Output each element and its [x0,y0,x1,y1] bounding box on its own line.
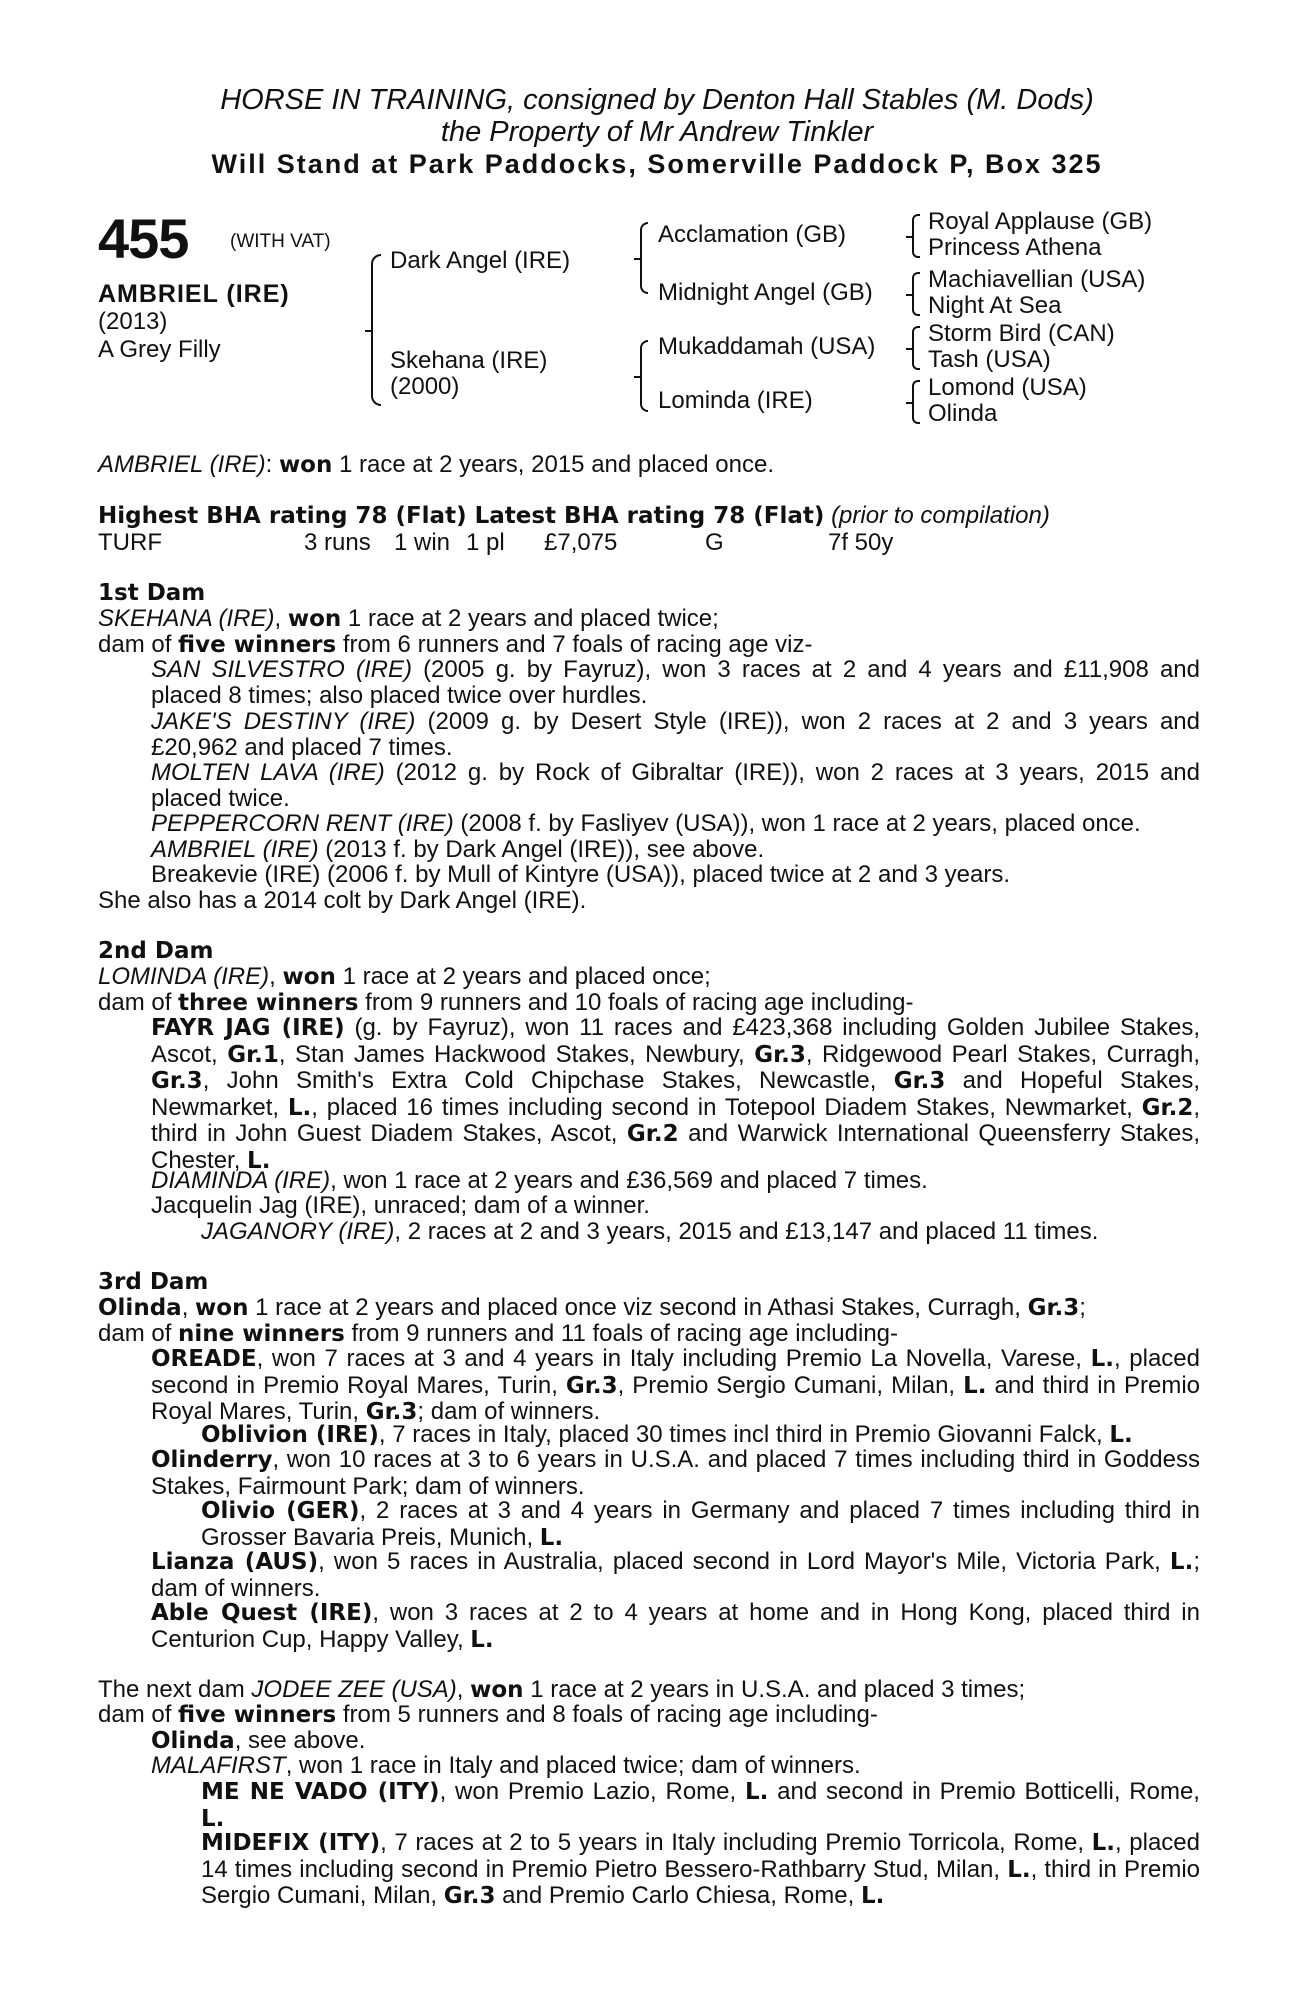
produce-entry [201,1779,1200,1832]
first-dam-summary-a: dam of [98,631,179,658]
third-dam-winners: nine winners [178,1321,345,1347]
produce-details: (2013 f. by Dark Angel (IRE)), see above. [318,836,765,863]
text-run: Gr.3 [1027,1295,1080,1321]
pedigree-g7: Lomond (USA) [928,374,1087,401]
text-run: ; [1079,1294,1086,1321]
summary-won: won [278,452,333,478]
produce-name: PEPPERCORN RENT (IRE) [151,810,454,837]
text-run: L. [470,1626,494,1653]
text-run: L. [1007,1856,1031,1883]
text-run: , won 1 race in Italy and placed twice; dam of winners. [285,1752,861,1779]
produce-entry [201,1830,1200,1910]
horse-year: (2013) [98,308,168,335]
next-dam-intro: The next dam JODEE ZEE (USA), won 1 race at 2 years in U.S.A. and placed 3 times; [98,1676,1026,1703]
text-run: L. [1091,1830,1116,1856]
produce-name: JAKE'S DESTINY (IRE) [151,708,416,735]
second-dam-intro: LOMINDA (IRE), won 1 race at 2 years and placed once; [98,963,711,990]
text-run: won [470,1677,524,1703]
second-dam-heading: 2nd Dam [98,938,214,964]
text-run: , 7 races at 2 to 5 years in Italy including Premio Torricola, Rome, [380,1829,1092,1856]
pedigree-sire: Dark Angel (IRE) [390,247,571,274]
text-run: , Stan James Hackwood Stakes, Newbury, [278,1040,755,1068]
next-dam-name: JODEE ZEE (USA) [251,1676,457,1703]
lot-vat: (WITH VAT) [230,231,331,252]
produce-entry [151,657,1200,708]
text-run: , placed 14 times including second in Premio Pietro Bessero-Rathbarry Stud, Milan, [201,1829,1200,1883]
turf-going: G [705,529,724,556]
produce-name: AMBRIEL (IRE) [151,836,319,863]
text-run: L. [287,1094,312,1121]
second-dam-intro-rest: 1 race at 2 years and placed once; [335,963,711,990]
text-run: won [195,1295,249,1321]
text-run: , Premio Sergio Cumani, Milan, [617,1371,964,1399]
text-run: ; dam of winners. [417,1398,601,1425]
first-dam-heading: 1st Dam [98,580,206,606]
text-run: 1 race at 2 years in U.S.A. and placed 3 times; [523,1676,1026,1703]
text-run: L. [1169,1549,1194,1575]
text-run: Gr.3 [893,1068,946,1094]
text-run: L. [1109,1422,1133,1448]
text-run: , third in John Guest Diadem Stakes, Ascot, [151,1093,1200,1147]
produce-details: (2005 g. by Fayruz), won 3 races at 2 and 4 years and £11,908 and placed 8 times; also placed twice over hurdles. [151,656,1200,709]
produce-name: Olinderry [151,1447,273,1473]
pedigree-g8: Olinda [928,400,998,427]
pedigree-g5: Storm Bird (CAN) [928,320,1115,347]
pedigree-sire-dam: Midnight Angel (GB) [658,279,873,306]
text-run: , won 7 races at 3 and 4 years in Italy including Premio La Novella, Varese, [256,1345,1091,1372]
produce-entry [151,1346,1200,1426]
text-run: ; dam of winners. [151,1548,1200,1602]
third-dam-intro: Olinda, won 1 race at 2 years and placed once viz second in Athasi Stakes, Curragh, Gr.3; [98,1294,1086,1321]
produce-entry [201,1498,1200,1551]
produce-name: SAN SILVESTRO (IRE) [151,656,412,683]
text-run: , Ridgewood Pearl Stakes, Curragh, [805,1040,1200,1068]
text-run: from 5 runners and 8 foals of racing age including- [336,1701,878,1728]
pedigree-brace-g56 [912,326,920,370]
produce-name: ME NE VADO (ITY) [201,1779,440,1805]
second-dam-summary [98,990,913,1017]
produce-entry [151,1728,365,1755]
first-dam-winners: five winners [178,632,337,658]
produce-name: MALAFIRST [151,1752,286,1779]
text-run: , John Smith's Extra Cold Chipchase Stakes, Newcastle, [202,1067,894,1094]
produce-name: MOLTEN LAVA (IRE) [151,759,385,786]
text-run: Gr.2 [626,1121,679,1147]
text-run: 1 race at 2 years and placed once viz second in Athasi Stakes, Curragh, [248,1294,1028,1321]
pedigree-dam-year: (2000) [390,373,460,400]
produce-name: Able Quest (IRE) [151,1600,373,1626]
produce-entry: Breakevie (IRE) (2006 f. by Mull of Kintyre (USA)), placed twice at 2 and 3 years. [151,861,1011,888]
header-location: Will Stand at Park Paddocks, Somerville Paddock P, Box 325 [211,149,1103,179]
pedigree-dam-sire: Mukaddamah (USA) [658,333,876,360]
turf-pl: 1 pl [466,529,505,556]
pedigree-brace-g12 [912,214,920,258]
first-dam-closing: She also has a 2014 colt by Dark Angel (IRE). [98,887,587,914]
next-dam-summary [98,1702,878,1729]
text-run: from 9 runners and 11 foals of racing age including- [344,1320,899,1347]
pedigree-g2: Princess Athena [928,234,1102,261]
second-dam-winners: three winners [178,990,359,1016]
pedigree-brace-g78 [912,380,920,424]
lot-number: 455 [98,207,189,270]
produce-entry [151,1015,1200,1174]
rating-line [98,503,1050,530]
turf-win: 1 win [394,529,451,556]
first-dam-name: SKEHANA (IRE) [98,605,275,632]
horse-name: AMBRIEL (IRE) [98,280,290,308]
text-run: L. [201,1805,225,1832]
pedigree-g3: Machiavellian (USA) [928,266,1146,293]
next-dam-winners: five winners [178,1702,337,1728]
text-run: Gr.2 [1141,1094,1194,1121]
first-dam-summary-c: from 6 runners and 7 foals of racing age viz- [336,631,813,658]
pedigree-brace-dam [640,340,648,412]
produce-details: (2009 g. by Desert Style (IRE)), won 2 races at 2 and 3 years and £20,962 and placed 7 times. [151,708,1200,761]
turf-distance: 7f 50y [828,529,894,556]
produce-name: OREADE [151,1346,257,1372]
text-run: , won 5 races in Australia, placed second in Lord Mayor's Mile, Victoria Park, [318,1548,1170,1575]
produce-details: (2012 g. by Rock of Gibraltar (IRE)), won 2 races at 3 years, 2015 and placed twice. [151,759,1201,812]
text-run: , placed second in Premio Royal Mares, Turin, [151,1345,1201,1399]
pedigree-brace-g34 [912,272,920,316]
text-run: , 7 races in Italy, placed 30 times incl third in Premio Giovanni Falck, [378,1421,1110,1448]
text-run: , third in Premio Sergio Cumani, Milan, [201,1855,1200,1909]
text-run: , see above. [234,1727,366,1754]
third-dam-name: Olinda [98,1295,182,1321]
first-dam-won: won [287,606,342,632]
produce-name: MIDEFIX (ITY) [201,1830,381,1856]
produce-entry [151,837,764,863]
summary-rest: 1 race at 2 years, 2015 and placed once. [332,451,775,478]
header-property: the Property of Mr Andrew Tinkler [440,116,874,148]
text-run: Gr.3 [754,1041,806,1068]
header-consignor: HORSE IN TRAINING, consigned by Denton Hall Stables (M. Dods) [220,84,1094,116]
pedigree-dam-dam: Lominda (IRE) [658,387,813,414]
text-run: Gr.3 [151,1068,203,1094]
turf-runs: 3 runs [304,529,371,556]
pedigree-dam: Skehana (IRE) [390,347,548,374]
text-run: L. [963,1372,987,1399]
first-dam-summary [98,632,812,659]
produce-entry [151,1549,1200,1601]
text-run: , placed 16 times including second in Totepool Diadem Stakes, Newmarket, [311,1093,1142,1121]
produce-name: Lianza (AUS) [151,1549,319,1575]
second-dam-won: won [282,964,336,990]
produce-name: FAYR JAG (IRE) [151,1015,345,1041]
produce-entry [151,1168,928,1194]
produce-entry [151,1753,861,1779]
text-run: L. [1090,1346,1114,1372]
text-run: and third in Premio Royal Mares, Turin, [151,1371,1200,1425]
first-dam-intro: SKEHANA (IRE), won 1 race at 2 years and placed twice; [98,605,719,632]
produce-entry [201,1219,1098,1245]
second-dam-name: LOMINDA (IRE) [98,963,270,990]
text-run: (g. by Fayruz), won 11 races and £423,368 including Golden Jubilee Stakes, Ascot, [151,1014,1200,1068]
produce-entry [151,760,1200,811]
pedigree-g1: Royal Applause (GB) [928,208,1153,235]
text-run: L. [744,1779,769,1805]
turf-label: TURF [98,529,162,556]
text-run: dam of [98,1320,179,1347]
produce-details: , 2 races at 2 and 3 years, 2015 and £13,147 and placed 11 times. [394,1218,1099,1245]
text-run: , won 3 races at 2 to 4 years at home and in Hong Kong, placed third in Centurion Cup, Happy Valley, [151,1599,1200,1653]
text-run: The next dam [98,1676,252,1703]
produce-name: Oblivion (IRE) [201,1422,379,1448]
text-run: and Hopeful Stakes, Newmarket, [151,1067,1200,1121]
produce-name: Olinda [151,1728,235,1754]
text-run: Gr.3 [443,1883,496,1909]
produce-entry [201,1422,1133,1449]
turf-prize: £7,075 [544,529,618,556]
text-run: L. [860,1883,885,1909]
text-run: and Premio Carlo Chiesa, Rome, [495,1882,861,1909]
rating-note: (prior to compilation) [831,502,1050,529]
pedigree-g4: Night At Sea [928,292,1062,319]
first-dam-intro-rest: 1 race at 2 years and placed twice; [341,605,719,632]
produce-entry [151,811,1141,837]
text-run: L. [539,1524,564,1551]
pedigree-brace-main [371,254,381,406]
produce-details: , won 1 race at 2 years and £36,569 and placed 7 times. [330,1167,928,1194]
second-dam-summary-a: dam of [98,989,179,1016]
text-run: Gr.3 [565,1372,618,1399]
horse-description: A Grey Filly [98,336,221,363]
produce-entry [151,709,1200,760]
summary-name: AMBRIEL (IRE) [98,451,266,478]
text-run: L. [247,1147,271,1174]
text-run: dam of [98,1701,179,1728]
produce-entry: Jacquelin Jag (IRE), unraced; dam of a winner. [151,1192,650,1219]
produce-name: Olivio (GER) [201,1498,360,1524]
text-run: and Warwick International Queensferry Stakes, Chester, [151,1120,1200,1174]
text-run: Gr.1 [227,1041,279,1068]
pedigree-sire-sire: Acclamation (GB) [658,221,847,248]
pedigree-g6: Tash (USA) [928,346,1051,373]
pedigree-brace-sire [640,222,648,294]
produce-details: (2008 f. by Fasliyev (USA)), won 1 race at 2 years, placed once. [453,810,1141,837]
text-run: , won 10 races at 3 to 6 years in U.S.A. and placed 7 times including third in Goddess Stakes, Fairmount Park; dam of winners. [151,1446,1200,1500]
text-run: Gr.3 [365,1399,418,1425]
produce-name: DIAMINDA (IRE) [151,1167,331,1194]
third-dam-heading: 3rd Dam [98,1269,209,1295]
third-dam-summary [98,1321,898,1348]
text-run: , 2 races at 3 and 4 years in Germany and placed 7 times including third in Grosser Bavaria Preis, Munich, [201,1497,1200,1551]
produce-name: JAGANORY (IRE) [201,1218,395,1245]
produce-entry [151,1600,1200,1653]
second-dam-summary-c: from 9 runners and 10 foals of racing age including- [358,989,914,1016]
text-run: and second in Premio Botticelli, Rome, [768,1778,1200,1805]
summary-line: AMBRIEL (IRE): won 1 race at 2 years, 2015 and placed once. [98,451,775,478]
text-run: , won Premio Lazio, Rome, [439,1778,745,1805]
produce-entry [151,1447,1200,1499]
rating-bold: Highest BHA rating 78 (Flat) Latest BHA rating 78 (Flat) [98,503,825,529]
